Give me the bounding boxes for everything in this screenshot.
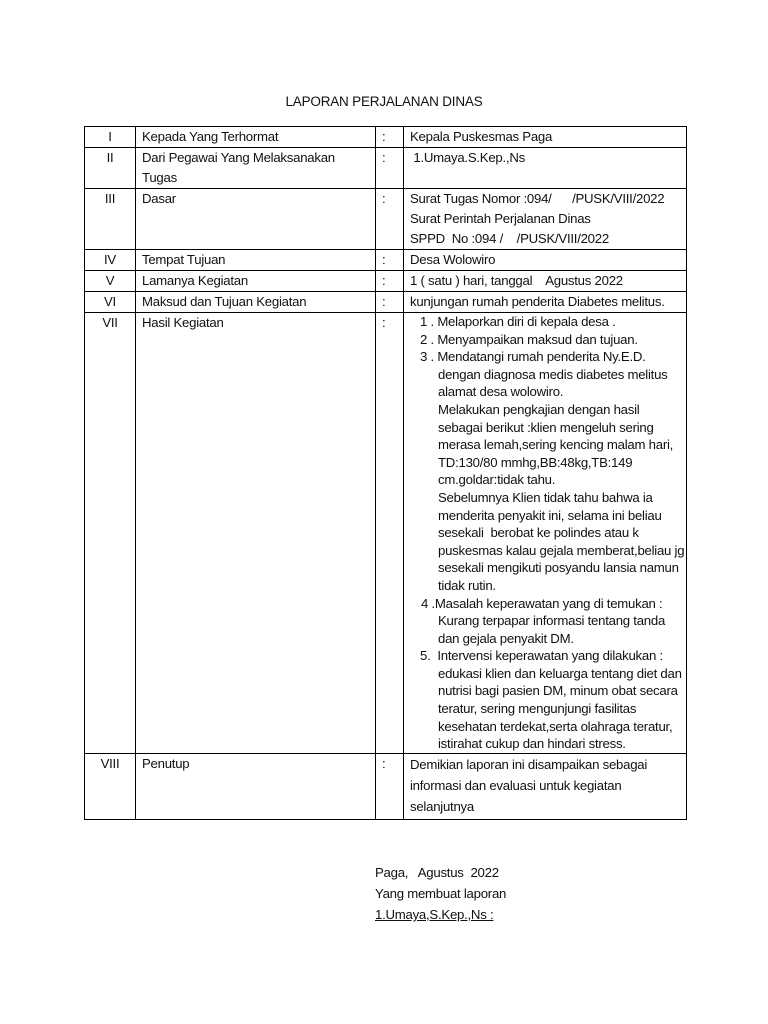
maker-name: 1.Umaya,S.Kep.,Ns :	[375, 907, 494, 922]
row-number: III	[85, 189, 136, 250]
list-item: 2 . Menyampaikan maksud dan tujuan.	[420, 331, 638, 347]
table-row	[85, 189, 687, 250]
row-colon: :	[376, 313, 404, 754]
row-number: VII	[85, 313, 136, 754]
list-item: 5. Intervensi keperawatan yang dilakukan :	[420, 648, 663, 664]
row-number: V	[85, 271, 136, 292]
list-item: 1 . Melaporkan diri di kepala desa .	[420, 314, 616, 329]
row-label: Dasar	[136, 189, 376, 250]
row-colon: :	[376, 250, 404, 271]
row-colon: :	[376, 292, 404, 313]
closing-signature	[375, 862, 506, 925]
row-colon: :	[376, 189, 404, 250]
page-title: LAPORAN PERJALANAN DINAS	[285, 94, 483, 109]
row-value: Surat Tugas Nomor :094/ /PUSK/VIII/2022 Surat Perintah Perjalanan Dinas SPPD No :094 / /PUSK/VIII/2022	[404, 189, 687, 250]
list-item: 4 .Masalah keperawatan yang di temukan :	[421, 595, 663, 611]
row-label: Tempat Tujuan	[136, 250, 376, 271]
table-row	[85, 292, 687, 313]
row-number: II	[85, 148, 136, 189]
row-value: Desa Wolowiro	[404, 250, 687, 271]
row-value: 1.Umaya.S.Kep.,Ns	[404, 148, 687, 189]
row-label: Dari Pegawai Yang Melaksanakan Tugas	[136, 148, 376, 189]
row-label: Penutup	[136, 753, 376, 819]
table-row	[85, 313, 687, 754]
row-value: Kepala Puskesmas Paga	[404, 127, 687, 148]
row-label: Hasil Kegiatan	[136, 313, 376, 754]
row-number: VI	[85, 292, 136, 313]
table-row	[85, 148, 687, 189]
row-number: I	[85, 127, 136, 148]
row-colon: :	[376, 148, 404, 189]
row-value: kunjungan rumah penderita Diabetes melitus.	[404, 292, 687, 313]
table-row	[85, 271, 687, 292]
row-label: Lamanya Kegiatan	[136, 271, 376, 292]
row-number: IV	[85, 250, 136, 271]
place-date: Paga, Agustus 2022	[375, 865, 499, 880]
row-colon: :	[376, 753, 404, 819]
table-row	[85, 753, 687, 819]
hasil-kegiatan-list: 1 . Melaporkan diri di kepala desa . 2 . Menyampaikan maksud dan tujuan. 3 . Mendatangi rumah penderita Ny.E.D. dengan diagnosa medis diabetes melitus alamat desa wolowiro. Melakukan pengkajian dengan hasil sebagai berikut :klien mengeluh sering merasa lemah,sering kencing malam hari, TD:130/80 mmhg,BB:48kg,TB:149 cm.goldar:tidak tahu. Sebelumnya Klien tidak tahu bahwa ia menderita penyakit ini, selama ini beliau sesekali berobat ke polindes atau k puskesmas kalau gejala memberat,beliau jg sesekali mengikuti posyandu lansia namun tidak rutin. 4 .Masalah keperawatan yang di temukan : Kurang terpapar informasi tentang tanda dan gejala penyakit DM. 5. Intervensi keperawatan yang dilakukan : edukasi klien dan keluarga tentang diet dan nutrisi bagi pasien DM, minum obat secara teratur, sering mengunjungi fasilitas kesehatan terdekat,serta olahraga teratur, istirahat cukup dan hindari stress.	[404, 313, 687, 754]
row-value: 1 ( satu ) hari, tanggal Agustus 2022	[404, 271, 687, 292]
row-number: VIII	[85, 753, 136, 819]
row-label: Maksud dan Tujuan Kegiatan	[136, 292, 376, 313]
report-table	[84, 126, 687, 820]
maker-label: Yang membuat laporan	[375, 886, 507, 901]
row-colon: :	[376, 127, 404, 148]
table-row	[85, 127, 687, 148]
table-row	[85, 250, 687, 271]
row-value: Demikian laporan ini disampaikan sebagai informasi dan evaluasi untuk kegiatan selanjutnya	[404, 753, 687, 819]
list-item: 3 . Mendatangi rumah penderita Ny.E.D.	[420, 349, 646, 365]
row-colon: :	[376, 271, 404, 292]
row-label: Kepada Yang Terhormat	[136, 127, 376, 148]
